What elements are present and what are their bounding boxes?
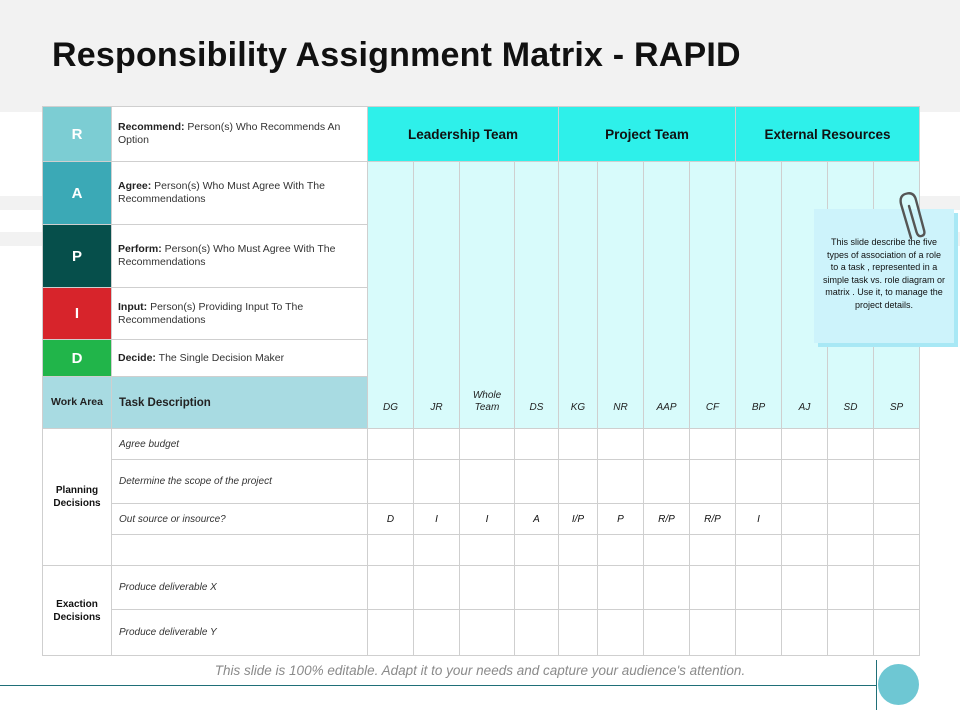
matrix-cell[interactable] [690, 429, 736, 460]
column-header-kg: KG [559, 162, 598, 429]
work-area-label: Exaction Decisions [43, 566, 112, 656]
matrix-cell[interactable] [559, 460, 598, 504]
matrix-cell[interactable] [598, 460, 644, 504]
column-header-aap: AAP [644, 162, 690, 429]
matrix-cell[interactable] [736, 566, 782, 610]
matrix-cell[interactable] [736, 460, 782, 504]
matrix-cell[interactable] [644, 566, 690, 610]
bottom-divider [0, 685, 876, 686]
matrix-cell[interactable] [736, 535, 782, 566]
matrix-cell[interactable] [515, 460, 559, 504]
matrix-cell[interactable] [690, 566, 736, 610]
matrix-cell[interactable] [414, 429, 460, 460]
matrix-cell[interactable] [828, 566, 874, 610]
matrix-cell[interactable] [460, 429, 515, 460]
rapid-desc: Person(s) Who Must Agree With The Recommendations [118, 243, 336, 268]
matrix-cell[interactable] [559, 429, 598, 460]
matrix-cell[interactable] [644, 610, 690, 656]
task-description-header: Task Description [112, 377, 368, 429]
matrix-cell[interactable] [736, 429, 782, 460]
column-header-whole-team: Whole Team [460, 162, 515, 429]
rapid-definition [112, 288, 368, 340]
matrix-cell[interactable]: I [460, 504, 515, 535]
matrix-cell[interactable] [782, 460, 828, 504]
rapid-desc: Person(s) Who Must Agree With The Recommendations [118, 180, 325, 205]
rapid-definition [112, 225, 368, 288]
matrix-cell[interactable] [736, 610, 782, 656]
matrix-cell[interactable] [782, 504, 828, 535]
rapid-letter-r: R [43, 107, 112, 162]
page-title: Responsibility Assignment Matrix - RAPID [52, 36, 741, 74]
task-cell: Agree budget [112, 429, 368, 460]
matrix-cell[interactable] [368, 566, 414, 610]
matrix-cell[interactable] [828, 429, 874, 460]
rapid-desc: Person(s) Providing Input To The Recommendations [118, 300, 304, 326]
matrix-cell[interactable] [414, 460, 460, 504]
matrix-cell[interactable] [598, 535, 644, 566]
matrix-cell[interactable]: D [368, 504, 414, 535]
matrix-cell[interactable]: R/P [690, 504, 736, 535]
task-cell: Determine the scope of the project [112, 460, 368, 504]
column-header-nr: NR [598, 162, 644, 429]
rapid-definition [112, 107, 368, 162]
matrix-cell[interactable] [874, 460, 920, 504]
rapid-matrix [42, 106, 920, 656]
sticky-note: This slide describe the five types of association of a role to a task , represented in a simple task vs. role diagram or matrix . Use it, to manage the project details. [814, 209, 954, 343]
matrix-cell[interactable] [874, 504, 920, 535]
work-area-header: Work Area [43, 377, 112, 429]
column-header-ds: DS [515, 162, 559, 429]
matrix-cell[interactable] [828, 535, 874, 566]
group-header-external: External Resources [736, 107, 920, 162]
matrix-cell[interactable] [559, 566, 598, 610]
paperclip-icon [897, 192, 937, 242]
rapid-letter-p: P [43, 225, 112, 288]
column-header-aj: AJ [782, 162, 828, 429]
matrix-cell[interactable] [782, 610, 828, 656]
matrix-cell[interactable] [460, 566, 515, 610]
matrix-cell[interactable] [414, 610, 460, 656]
rapid-letter-a: A [43, 162, 112, 225]
matrix-cell[interactable]: A [515, 504, 559, 535]
matrix-body [43, 107, 920, 656]
matrix-cell[interactable] [874, 535, 920, 566]
matrix-cell[interactable] [874, 429, 920, 460]
rapid-desc: The Single Decision Maker [155, 351, 285, 364]
work-area-label: Planning Decisions [43, 429, 112, 566]
rapid-term: Recommend: [118, 121, 185, 133]
rapid-letter-i: I [43, 288, 112, 340]
matrix-cell[interactable]: R/P [644, 504, 690, 535]
column-header-bp: BP [736, 162, 782, 429]
rapid-term: Agree: [118, 180, 152, 192]
rapid-definition [112, 340, 368, 377]
matrix-cell[interactable] [828, 610, 874, 656]
matrix-cell[interactable] [460, 460, 515, 504]
matrix-cell[interactable] [414, 566, 460, 610]
matrix-cell[interactable] [828, 504, 874, 535]
group-header-leadership: Leadership Team [368, 107, 559, 162]
matrix-cell[interactable] [368, 460, 414, 504]
matrix-cell[interactable] [782, 429, 828, 460]
matrix-cell[interactable] [690, 610, 736, 656]
matrix-cell[interactable]: P [598, 504, 644, 535]
matrix-cell[interactable] [515, 535, 559, 566]
rapid-term: Perform: [118, 243, 162, 255]
matrix-cell[interactable] [874, 566, 920, 610]
matrix-cell[interactable] [598, 566, 644, 610]
matrix-cell[interactable] [368, 610, 414, 656]
matrix-cell[interactable] [368, 429, 414, 460]
matrix-cell[interactable] [515, 429, 559, 460]
matrix-cell[interactable] [874, 610, 920, 656]
rapid-definition [112, 162, 368, 225]
matrix-cell[interactable] [828, 460, 874, 504]
task-cell: Produce deliverable X [112, 566, 368, 610]
column-header-jr: JR [414, 162, 460, 429]
matrix-cell[interactable] [782, 566, 828, 610]
rapid-term: Decide: [118, 351, 156, 364]
column-header-cf: CF [690, 162, 736, 429]
matrix-cell[interactable] [644, 429, 690, 460]
group-header-project: Project Team [559, 107, 736, 162]
decorative-circle [878, 664, 919, 705]
footer-text: This slide is 100% editable. Adapt it to your needs and capture your audience's attention. [214, 663, 746, 678]
column-header-sp: SP [874, 162, 920, 429]
task-cell: Produce deliverable Y [112, 610, 368, 656]
matrix-cell[interactable] [644, 535, 690, 566]
matrix-cell[interactable] [644, 460, 690, 504]
matrix-cell[interactable] [515, 610, 559, 656]
matrix-cell[interactable] [515, 566, 559, 610]
task-cell [112, 535, 368, 566]
column-header-sd: SD [828, 162, 874, 429]
matrix-cell[interactable] [460, 610, 515, 656]
rapid-term: Input: [118, 300, 148, 313]
task-cell: Out source or insource? [112, 504, 368, 535]
matrix-cell[interactable] [690, 460, 736, 504]
rapid-desc: Person(s) Who Recommends An Option [118, 121, 341, 146]
matrix-cell[interactable] [782, 535, 828, 566]
matrix-cell[interactable] [559, 535, 598, 566]
bottom-divider-vertical [876, 660, 877, 710]
matrix-cell[interactable] [414, 535, 460, 566]
matrix-cell[interactable] [368, 535, 414, 566]
matrix-cell[interactable] [559, 610, 598, 656]
matrix-cell[interactable] [690, 535, 736, 566]
matrix-cell[interactable]: I [414, 504, 460, 535]
column-header-dg: DG [368, 162, 414, 429]
matrix-cell[interactable] [460, 535, 515, 566]
matrix-cell[interactable] [598, 610, 644, 656]
matrix-cell[interactable]: I/P [559, 504, 598, 535]
matrix-cell[interactable]: I [736, 504, 782, 535]
rapid-letter-d: D [43, 340, 112, 377]
matrix-cell[interactable] [598, 429, 644, 460]
